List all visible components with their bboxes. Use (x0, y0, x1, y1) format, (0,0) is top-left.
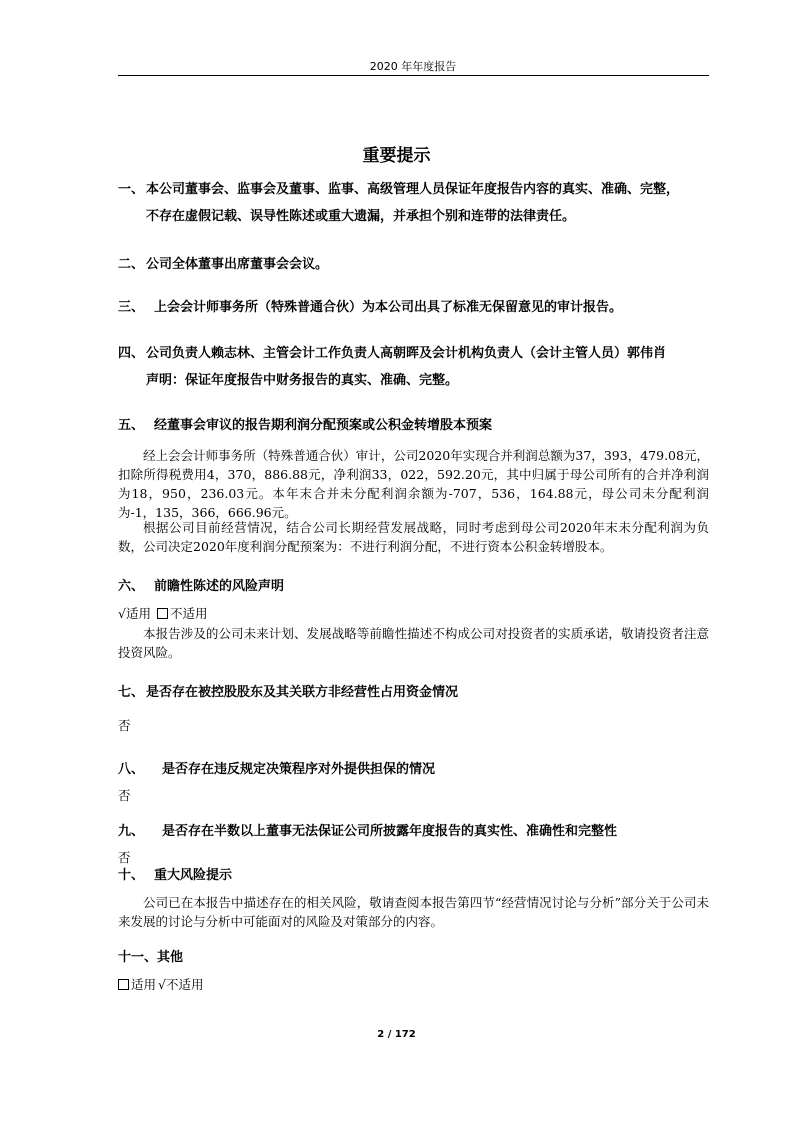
item-1-number: 一、 (118, 182, 145, 197)
item-6-paragraph: 本报告涉及的公司未来计划、发展战略等前瞻性描述不构成公司对投资者的实质承诺，敬请投资者注意投资风险。 (118, 626, 709, 660)
item-4-heading (118, 344, 666, 364)
item-6-applicability (118, 604, 208, 623)
not-applicable-label: 不适用 (165, 977, 204, 992)
item-11-text: 其他 (157, 950, 184, 965)
item-9-text: 是否存在半数以上董事无法保证公司所披露年度报告的真实性、准确性和完整性 (162, 824, 618, 839)
item-4-line-2: 声明：保证年度报告中财务报告的真实、准确、完整。 (146, 373, 459, 388)
item-7-text: 是否存在被控股股东及其关联方非经营性占用资金情况 (146, 685, 459, 700)
applicable-label: 适用 (125, 606, 151, 621)
page-number: 2 / 172 (377, 1029, 416, 1040)
item-3-heading (118, 298, 622, 318)
check-mark-icon: √ (158, 977, 166, 992)
item-2-text: 公司全体董事出席董事会会议。 (146, 257, 329, 272)
item-3-text: 上会会计师事务所（特殊普通合伙）为本公司出具了标准无保留意见的审计报告。 (154, 300, 623, 315)
item-10-number: 十、 (118, 868, 145, 883)
item-4-line-1: 公司负责人赖志林、主管会计工作负责人高朝晖及会计机构负责人（会计主管人员）郭伟肖 (146, 346, 667, 361)
not-applicable-label: 不适用 (169, 606, 208, 621)
empty-checkbox-icon (118, 979, 129, 990)
item-11-heading (118, 948, 183, 968)
item-5-paragraph-2: 根据公司目前经营情况，结合公司长期经营发展战略，同时考虑到母公司2020年末未分配利润为负数，公司决定2020年度利润分配预案为：不进行利润分配，不进行资本公积金转增股本。 (118, 520, 709, 554)
item-6-heading (118, 577, 284, 597)
item-10-paragraph: 公司已在本报告中描述存在的相关风险，敬请查阅本报告第四节“经营情况讨论与分析”部分关于公司未来发展的讨论与分析中可能面对的风险及对策部分的内容。 (118, 895, 709, 929)
item-5-paragraph-1: 经上会会计师事务所（特殊普通合伙）审计，公司2020年实现合并利润总额为37，393，479.08元，扣除所得税费用4，370，886.88元，净利润33，022，592.20元，其中归属于母公司所有的合并净利润为18，950，236.03元。本年末合并未分配利润余额为-707，536，164.88元，母公司未分配利润为-1，135，366，666.96元。 (118, 448, 709, 520)
item-11-applicability (118, 975, 204, 994)
item-2-heading (118, 255, 328, 275)
item-2-number: 二、 (118, 257, 145, 272)
item-7-answer: 否 (118, 718, 131, 733)
item-8-text: 是否存在违反规定决策程序对外提供担保的情况 (162, 762, 436, 777)
item-1-heading (118, 180, 679, 200)
item-8-heading (118, 760, 435, 780)
item-7-heading (118, 683, 458, 703)
item-10-heading (118, 866, 232, 886)
item-10-text: 重大风险提示 (154, 868, 233, 883)
item-4-number: 四、 (118, 346, 145, 361)
page-title: 重要提示 (362, 146, 431, 166)
item-5-number: 五、 (118, 418, 145, 433)
empty-checkbox-icon (157, 608, 168, 619)
item-9-heading (118, 822, 617, 842)
item-9-answer: 否 (118, 850, 131, 865)
header-divider (118, 75, 709, 76)
item-9-number: 九、 (118, 824, 145, 839)
item-3-number: 三、 (118, 300, 145, 315)
item-7-number: 七、 (118, 685, 145, 700)
item-1-line-2: 不存在虚假记载、误导性陈述或重大遗漏，并承担个别和连带的法律责任。 (146, 209, 576, 224)
item-6-number: 六、 (118, 579, 145, 594)
item-8-answer: 否 (118, 788, 131, 803)
item-11-number: 十一、 (118, 950, 158, 965)
page-header: 2020 年年度报告 (369, 60, 457, 73)
item-5-text: 经董事会审议的报告期利润分配预案或公积金转增股本预案 (154, 418, 493, 433)
applicable-label: 适用 (131, 977, 157, 992)
check-mark-icon: √ (118, 606, 126, 621)
item-8-number: 八、 (118, 762, 145, 777)
item-1-line-1: 本公司董事会、监事会及董事、监事、高级管理人员保证年度报告内容的真实、准确、完整， (146, 182, 680, 197)
item-5-heading (118, 416, 492, 436)
item-6-text: 前瞻性陈述的风险声明 (154, 579, 285, 594)
